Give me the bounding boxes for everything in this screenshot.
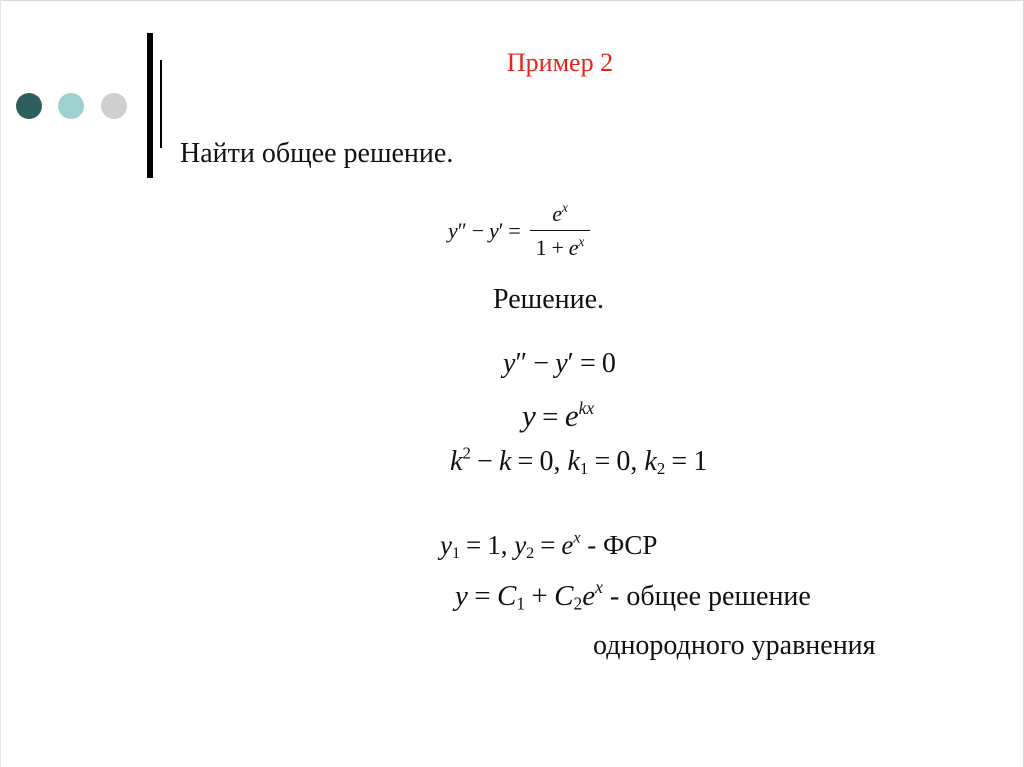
equation-substitution: $y = e^{kx}$ — [522, 397, 595, 433]
slide-title: Пример 2 — [506, 48, 614, 77]
decor-vertical-bar-thin — [160, 60, 162, 148]
slide-border-top — [0, 0, 1024, 1]
solution-label: Решение. — [493, 284, 605, 315]
equation-general-solution: $y = C_1 + C_2e^x$ - общее решение — [455, 576, 811, 614]
decor-dot-dark — [16, 93, 42, 119]
equation-characteristic: $k^2 - k = 0$, $k_1 = 0$, $k_2 = 1$ — [450, 443, 708, 479]
equation-homogeneous: y″ − y′ = 0 — [503, 348, 616, 379]
task-text: Найти общее решение. — [180, 138, 454, 169]
slide-border-left — [0, 0, 1, 767]
equation-fraction: $\frac{e^x}{1 + e^x}$ — [530, 201, 591, 261]
equation-fsr: $y_1 = 1$, $y_2 = e^x$ - ФСР — [440, 528, 658, 563]
decor-dot-teal — [58, 93, 84, 119]
homogeneous-label: однородного уравнения — [593, 630, 876, 661]
equation-main: y″ − y′ = $\frac{e^x}{1 + e^x}$ — [448, 196, 590, 266]
decor-dot-gray — [101, 93, 127, 119]
general-solution-label: - общее решение — [610, 581, 811, 612]
decor-vertical-bar-thick — [147, 33, 153, 178]
fsr-label: - ФСР — [587, 530, 658, 560]
